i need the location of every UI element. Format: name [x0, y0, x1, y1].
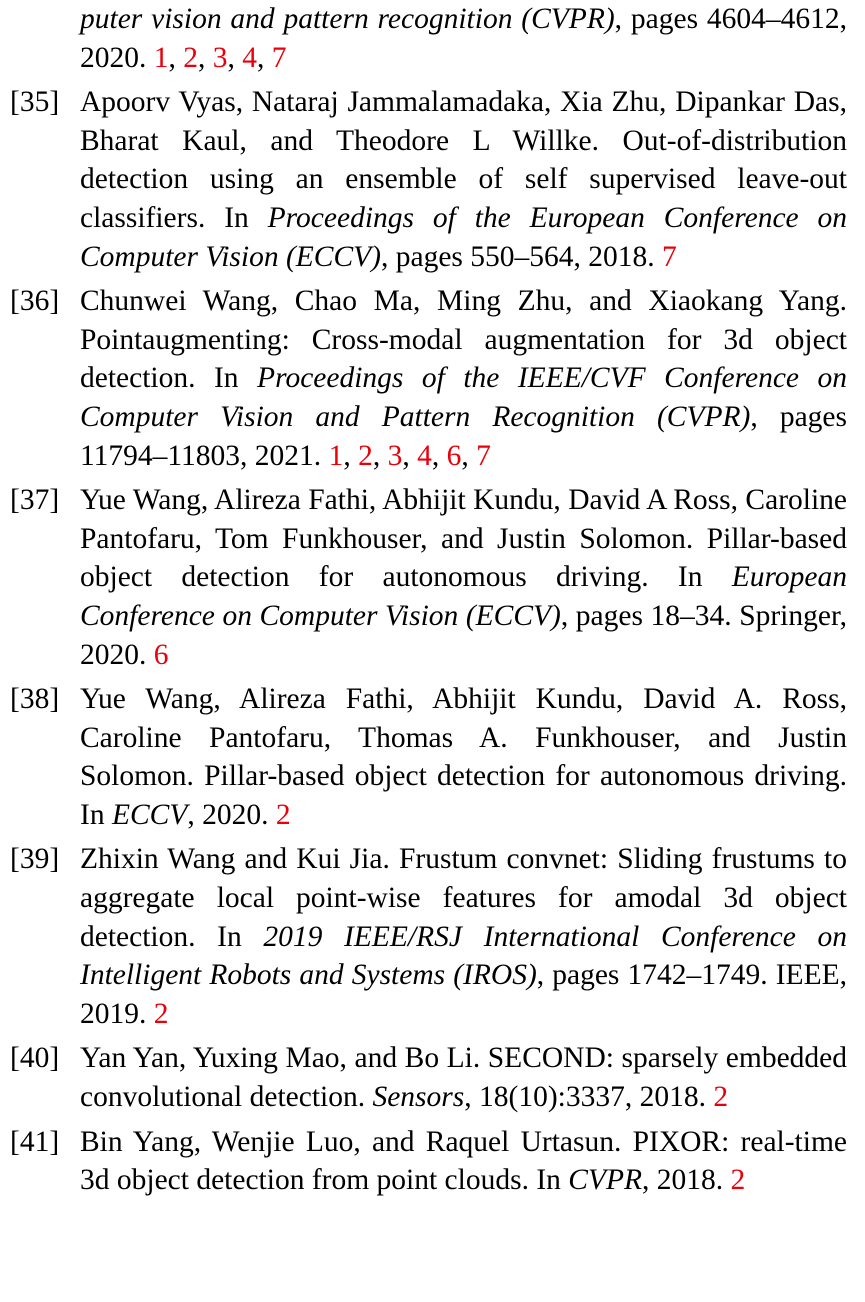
citation-link[interactable]: 2: [153, 997, 169, 1030]
citation-link[interactable]: 7: [271, 41, 287, 74]
reference-segment: Apoorv Vyas, Nataraj Jammalamadaka, Xia Zhu, Dipankar Das, Bharat Kaul, and Theodore L Willke. Out-of-distribution detection using an ensemble of self supervised leave-out classifiers. In: [80, 86, 847, 234]
reference-label: [37]: [10, 484, 60, 517]
reference-segment: , pages 1742–1749. IEEE, 2019.: [80, 959, 847, 1030]
citation-link[interactable]: 4: [417, 439, 432, 472]
reference-label: [41]: [10, 1125, 60, 1158]
citation-link[interactable]: 4: [242, 41, 257, 74]
citation-link[interactable]: 1: [153, 41, 169, 74]
reference-entry: [10, 680, 847, 834]
reference-venue: CVPR: [568, 1164, 643, 1197]
reference-venue: Sensors: [372, 1081, 465, 1114]
reference-text: [80, 843, 847, 1029]
reference-segment: Bin Yang, Wenjie Luo, and Raquel Urtasun. PIXOR: real-time 3d object detection from point clouds. In: [80, 1125, 847, 1197]
reference-entry: [10, 282, 847, 475]
reference-text: [80, 484, 847, 670]
reference-segment: , pages 11794–11803, 2021.: [80, 400, 847, 472]
reference-segment: , 2018.: [642, 1164, 731, 1197]
reference-text: [80, 1126, 847, 1197]
citation-link[interactable]: 6: [446, 439, 462, 472]
reference-entry: [10, 481, 847, 674]
citation-link[interactable]: 7: [476, 439, 491, 472]
reference-entry: [10, 1039, 847, 1116]
reference-venue: European Conference on Computer Vision (ECCV): [80, 561, 847, 632]
reference-segment: Yue Wang, Alireza Fathi, Abhijit Kundu, David A. Ross, Caroline Pantofaru, Thomas A. Funkhouser, and Justin Solomon. Pillar-based object detection for autonomous driving. In: [80, 683, 847, 831]
reference-entry: [10, 0, 847, 77]
reference-text: puter vision and pattern recognition (CVPR), pages 4604–4612, 2020. 1, 2, 3, 4, 7: [80, 3, 848, 74]
reference-entry: [10, 840, 847, 1033]
reference-venue: 2019 IEEE/RSJ International Conference on Intelligent Robots and Systems (IROS): [80, 920, 847, 992]
reference-entry: [10, 1123, 847, 1200]
reference-segment: , pages 18–34. Springer, 2020.: [80, 599, 847, 671]
reference-label: [35]: [10, 86, 60, 119]
citation-link[interactable]: 2: [183, 41, 198, 74]
reference-label: [39]: [10, 843, 60, 876]
reference-text: Chunwei Wang, Chao Ma, Ming Zhu, and Xiaokang Yang. Pointaugmenting: Cross-modal augmentation for 3d object detection. In Proceedings of the IEEE/CVF Conference on Computer Vision and Pattern Recognition (CVPR), pages 11794–11803, 2021. 1, 2, 3, 4, 6, 7: [80, 285, 847, 472]
reference-label: [36]: [10, 285, 60, 318]
reference-text: [80, 683, 847, 831]
reference-segment: , pages 4604–4612, 2020.: [80, 3, 848, 74]
reference-segment: Zhixin Wang and Kui Jia. Frustum convnet: Sliding frustums to aggregate local point-wise features for amodal 3d object detection. In: [80, 843, 847, 953]
reference-segment: , pages 550–564, 2018.: [381, 240, 663, 273]
reference-segment: Yue Wang, Alireza Fathi, Abhijit Kundu, David A Ross, Caroline Pantofaru, Tom Funkhouser, and Justin Solomon. Pillar-based object detection for autonomous driving. In: [80, 484, 847, 594]
citation-link[interactable]: 2: [730, 1164, 746, 1197]
citation-link[interactable]: 1: [328, 439, 344, 472]
citation-link[interactable]: 2: [275, 798, 291, 831]
reference-text: [80, 1042, 847, 1113]
reference-segment: Yan Yan, Yuxing Mao, and Bo Li. SECOND: sparsely embedded convolutional detection.: [80, 1042, 847, 1114]
reference-venue: Proceedings of the IEEE/CVF Conference on Computer Vision and Pattern Recognition (CVPR): [80, 362, 847, 433]
citation-link[interactable]: 2: [713, 1081, 729, 1114]
citation-link[interactable]: 2: [358, 439, 373, 472]
citation-link[interactable]: 3: [387, 439, 403, 472]
reference-venue: puter vision and pattern recognition (CVPR): [80, 3, 615, 35]
reference-text: [80, 86, 847, 272]
reference-venue: ECCV: [111, 798, 188, 831]
reference-entry: [10, 83, 847, 276]
reference-label: [40]: [10, 1042, 60, 1075]
citation-link[interactable]: 6: [153, 638, 169, 671]
reference-segment: Chunwei Wang, Chao Ma, Ming Zhu, and Xiaokang Yang. Pointaugmenting: Cross-modal augmentation for 3d object detection. In: [80, 285, 847, 395]
citation-link[interactable]: 3: [212, 41, 228, 74]
citation-link[interactable]: 7: [662, 240, 677, 273]
reference-venue: Proceedings of the European Conference on Computer Vision (ECCV): [80, 201, 847, 273]
reference-label: [38]: [10, 683, 60, 716]
reference-segment: , 18(10):3337, 2018.: [464, 1081, 714, 1114]
reference-segment: , 2020.: [187, 798, 276, 831]
